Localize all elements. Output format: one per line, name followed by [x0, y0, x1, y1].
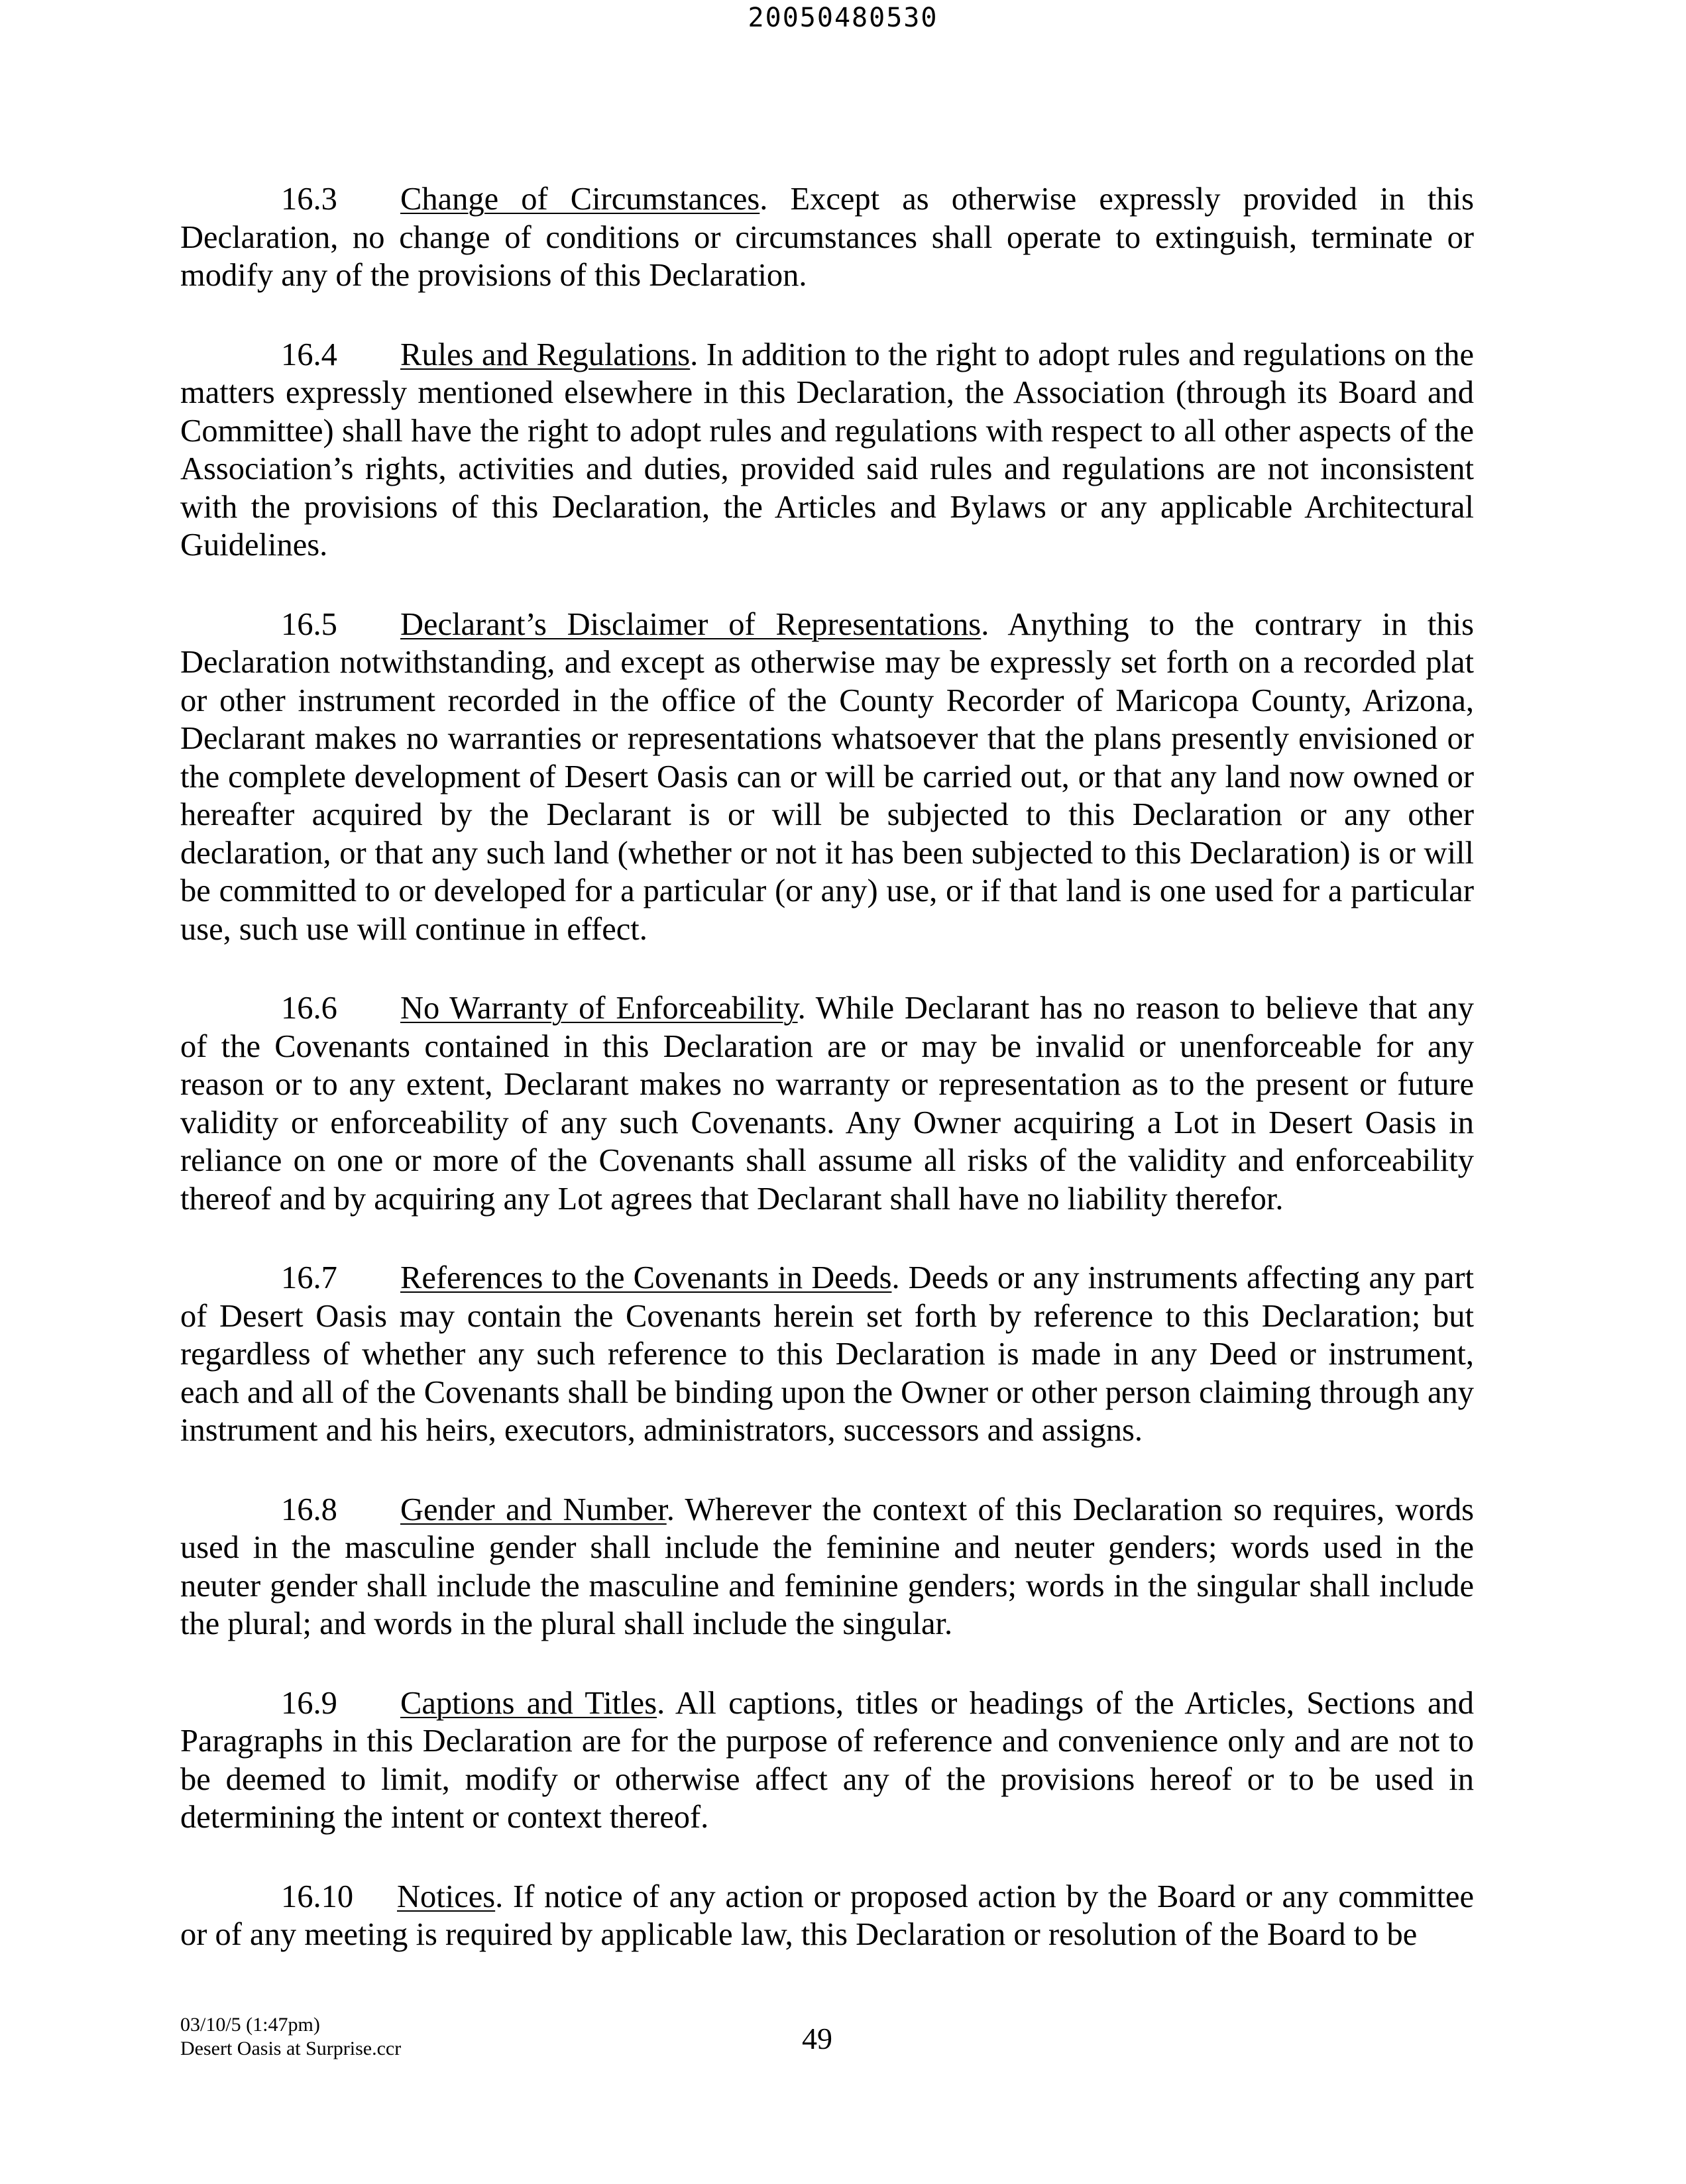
section-16-7: [180, 1259, 1474, 1450]
section-number: 16.10: [281, 1879, 354, 1914]
page-number: 49: [802, 2022, 832, 2055]
section-number: 16.3: [281, 182, 337, 217]
section-number: 16.5: [281, 606, 337, 642]
section-title: No Warranty of Enforceability: [400, 991, 798, 1026]
section-text: . All captions, titles or headings of the Articles, Sections and Paragraphs in this Declaration are for the purpose of reference and convenience only and are not to be deemed to limit, modify or otherwise affect any of the provisions hereof or to be used in determining the intent or context thereof.: [180, 1685, 1474, 1835]
section-text: . Deeds or any instruments affecting any part of Desert Oasis may contain the Covenants herein set forth by reference to this Declaration; but regardless of whether any such reference to this Declaration is made in any Deed or instrument, each and all of the Covenants shall be binding upon the Owner or other person claiming through any instrument and his heirs, executors, administrators, successors and assigns.: [180, 1260, 1474, 1448]
section-text: . While Declarant has no reason to believe that any of the Covenants contained in this Declaration are or may be invalid or unenforceable for any reason or to any extent, Declarant makes no warranty or representation as to the present or future validity or enforceability of any such Covenants. Any Owner acquiring a Lot in Desert Oasis in reliance on one or more of the Covenants shall assume all risks of the validity and enforceability thereof and by acquiring any Lot agrees that Declarant shall have no liability therefor.: [180, 991, 1474, 1217]
section-16-9: [180, 1684, 1474, 1837]
section-title: Change of Circumstances: [400, 182, 760, 217]
section-title: Notices: [397, 1879, 496, 1914]
section-16-6: [180, 989, 1474, 1218]
section-title: Captions and Titles: [400, 1685, 657, 1721]
section-number: 16.4: [281, 337, 337, 372]
section-number: 16.6: [281, 991, 337, 1026]
section-title: Declarant’s Disclaimer of Representations: [400, 606, 982, 642]
footer-filename: Desert Oasis at Surprise.ccr: [180, 2038, 402, 2059]
document-number: 20050480530: [748, 3, 938, 33]
document-body: [180, 180, 1474, 1995]
footer-file-info: [180, 2013, 401, 2061]
section-number: 16.7: [281, 1260, 337, 1295]
section-16-4: [180, 336, 1474, 565]
section-title: Gender and Number: [400, 1492, 667, 1527]
section-text: . Anything to the contrary in this Declaration notwithstanding, and except as otherwise may be expressly set forth on a recorded plat or other instrument recorded in the office of the County Recorder of Maricopa County, Arizona, Declarant makes no warranties or representations whatsoever that the plans presently envisioned or the complete development of Desert Oasis can or will be carried out, or that any land now owned or hereafter acquired by the Declarant is or will be subjected to this Declaration or any other declaration, or that any such land (whether or not it has been subjected to this Declaration) is or will be committed to or developed for a particular (or any) use, or if that land is one used for a particular use, such use will continue in effect.: [180, 606, 1474, 947]
section-text: . If notice of any action or proposed action by the Board or any committee or of any meeting is required by applicable law, this Declaration or resolution of the Board to be: [180, 1879, 1474, 1952]
section-title: References to the Covenants in Deeds: [400, 1260, 892, 1295]
section-text: . Except as otherwise expressly provided in this Declaration, no change of conditions or circumstances shall operate to extinguish, terminate or modify any of the provisions of this Declaration.: [180, 182, 1474, 293]
section-16-8: [180, 1491, 1474, 1643]
section-16-10: [180, 1878, 1474, 1954]
section-16-5: [180, 606, 1474, 949]
section-number: 16.8: [281, 1492, 337, 1527]
section-number: 16.9: [281, 1685, 337, 1721]
footer-date: 03/10/5 (1:47pm): [180, 2014, 320, 2036]
section-title: Rules and Regulations: [400, 337, 691, 372]
section-text: . In addition to the right to adopt rules and regulations on the matters expressly mentioned elsewhere in this Declaration, the Association (through its Board and Committee) shall have the right to adopt rules and regulations with respect to all other aspects of the Association’s rights, activities and duties, provided said rules and regulations are not inconsistent with the provisions of this Declaration, the Articles and Bylaws or any applicable Architectural Guidelines.: [180, 337, 1475, 563]
section-text: . Wherever the context of this Declaration so requires, words used in the masculine gender shall include the feminine and neuter genders; words used in the neuter gender shall include the masculine and feminine genders; words in the singular shall include the plural; and words in the plural shall include the singular.: [180, 1492, 1474, 1641]
section-16-3: [180, 180, 1474, 295]
